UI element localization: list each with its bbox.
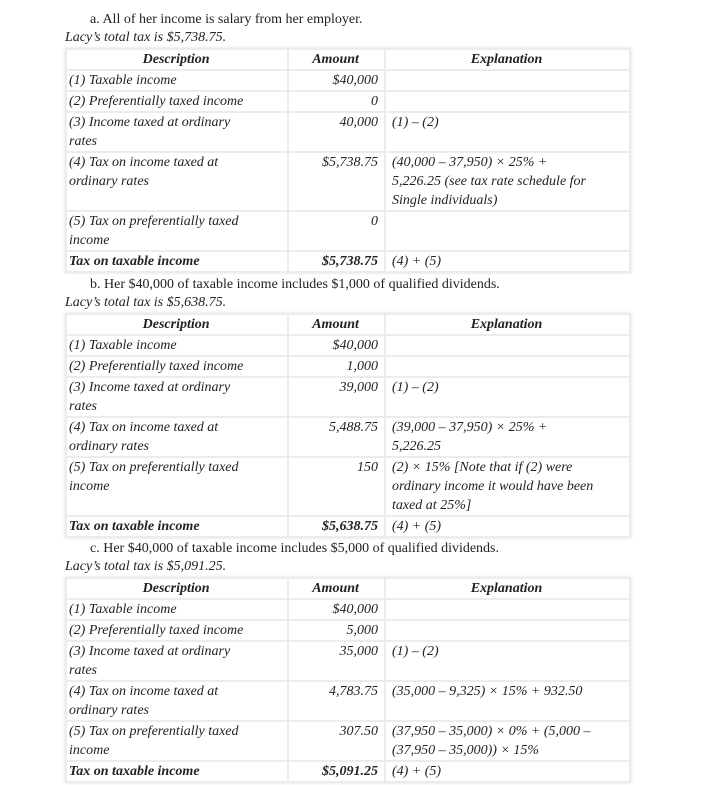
section-heading: c. Her $40,000 of taxable income includes $5,000 of qualified dividends.: [90, 541, 500, 556]
header-description: Description: [66, 578, 288, 599]
row-amount: 307.50: [288, 721, 385, 761]
row-description: (4) Tax on income taxed at ordinary rates: [66, 681, 288, 721]
row-amount: 1,000: [288, 356, 385, 377]
row-explanation: (4) + (5): [385, 761, 630, 782]
table-row: [66, 112, 630, 152]
section-heading: b. Her $40,000 of taxable income includes $1,000 of qualified dividends.: [90, 277, 500, 292]
header-amount: Amount: [288, 578, 385, 599]
row-amount: $5,638.75: [288, 516, 385, 537]
row-description: Tax on taxable income: [66, 761, 288, 782]
row-amount: $40,000: [288, 335, 385, 356]
row-amount: 39,000: [288, 377, 385, 417]
row-description: (5) Tax on preferentially taxed income: [66, 721, 288, 761]
row-explanation: (37,950 – 35,000) × 0% + (5,000 – (37,950 – 35,000)) × 15%: [385, 721, 630, 761]
table-header: [66, 314, 630, 335]
header-amount: Amount: [288, 49, 385, 70]
row-description: (4) Tax on income taxed at ordinary rates: [66, 417, 288, 457]
row-description: (2) Preferentially taxed income: [66, 620, 288, 641]
table-row: [66, 91, 630, 112]
tax-table: [65, 577, 631, 783]
table-row: [66, 335, 630, 356]
row-explanation: (4) + (5): [385, 251, 630, 272]
row-description: Tax on taxable income: [66, 251, 288, 272]
row-explanation: (2) × 15% [Note that if (2) were ordinary income it would have been taxed at 25%]: [385, 457, 630, 516]
row-explanation: (39,000 – 37,950) × 25% + 5,226.25: [385, 417, 630, 457]
total-tax-statement: Lacy’s total tax is $5,638.75.: [65, 295, 227, 310]
row-description: (4) Tax on income taxed at ordinary rates: [66, 152, 288, 211]
row-amount: 40,000: [288, 112, 385, 152]
row-description: (2) Preferentially taxed income: [66, 91, 288, 112]
table-row: [66, 457, 630, 516]
table-row: [66, 152, 630, 211]
section-c: [65, 540, 631, 783]
row-explanation: (1) – (2): [385, 641, 630, 681]
total-row: [66, 761, 630, 782]
table-row: [66, 721, 630, 761]
row-amount: $5,738.75: [288, 152, 385, 211]
row-amount: 5,488.75: [288, 417, 385, 457]
table-row: [66, 211, 630, 251]
row-amount: 0: [288, 211, 385, 251]
tax-table: [65, 48, 631, 273]
row-explanation: (1) – (2): [385, 112, 630, 152]
row-amount: $5,091.25: [288, 761, 385, 782]
row-explanation: [385, 620, 630, 641]
total-row: [66, 251, 630, 272]
row-description: (5) Tax on preferentially taxed income: [66, 211, 288, 251]
row-amount: $40,000: [288, 599, 385, 620]
header-amount: Amount: [288, 314, 385, 335]
row-description: (1) Taxable income: [66, 335, 288, 356]
row-explanation: [385, 356, 630, 377]
header-explanation: Explanation: [385, 578, 630, 599]
row-explanation: [385, 599, 630, 620]
row-description: Tax on taxable income: [66, 516, 288, 537]
table-row: [66, 681, 630, 721]
row-amount: 0: [288, 91, 385, 112]
row-description: (3) Income taxed at ordinary rates: [66, 112, 288, 152]
header-description: Description: [66, 314, 288, 335]
tax-table: [65, 313, 631, 538]
total-tax-statement: Lacy’s total tax is $5,738.75.: [65, 30, 227, 45]
table-row: [66, 356, 630, 377]
header-explanation: Explanation: [385, 49, 630, 70]
row-amount: 5,000: [288, 620, 385, 641]
table-header: [66, 49, 630, 70]
table-row: [66, 620, 630, 641]
row-explanation: (40,000 – 37,950) × 25% + 5,226.25 (see tax rate schedule for Single individuals): [385, 152, 630, 211]
total-tax-statement: Lacy’s total tax is $5,091.25.: [65, 559, 227, 574]
header-explanation: Explanation: [385, 314, 630, 335]
row-amount: 150: [288, 457, 385, 516]
header-description: Description: [66, 49, 288, 70]
table-row: [66, 599, 630, 620]
row-explanation: (35,000 – 9,325) × 15% + 932.50: [385, 681, 630, 721]
row-description: (3) Income taxed at ordinary rates: [66, 641, 288, 681]
row-explanation: [385, 91, 630, 112]
table-row: [66, 70, 630, 91]
table-row: [66, 641, 630, 681]
row-description: (2) Preferentially taxed income: [66, 356, 288, 377]
row-amount: 4,783.75: [288, 681, 385, 721]
row-explanation: (4) + (5): [385, 516, 630, 537]
row-description: (3) Income taxed at ordinary rates: [66, 377, 288, 417]
row-explanation: [385, 70, 630, 91]
row-explanation: (1) – (2): [385, 377, 630, 417]
row-amount: $40,000: [288, 70, 385, 91]
row-description: (5) Tax on preferentially taxed income: [66, 457, 288, 516]
total-row: [66, 516, 630, 537]
row-explanation: [385, 211, 630, 251]
row-description: (1) Taxable income: [66, 599, 288, 620]
row-amount: $5,738.75: [288, 251, 385, 272]
section-a: [65, 11, 631, 273]
table-row: [66, 377, 630, 417]
table-header: [66, 578, 630, 599]
section-b: [65, 276, 631, 538]
row-description: (1) Taxable income: [66, 70, 288, 91]
row-explanation: [385, 335, 630, 356]
section-heading: a. All of her income is salary from her employer.: [90, 12, 363, 27]
table-row: [66, 417, 630, 457]
row-amount: 35,000: [288, 641, 385, 681]
